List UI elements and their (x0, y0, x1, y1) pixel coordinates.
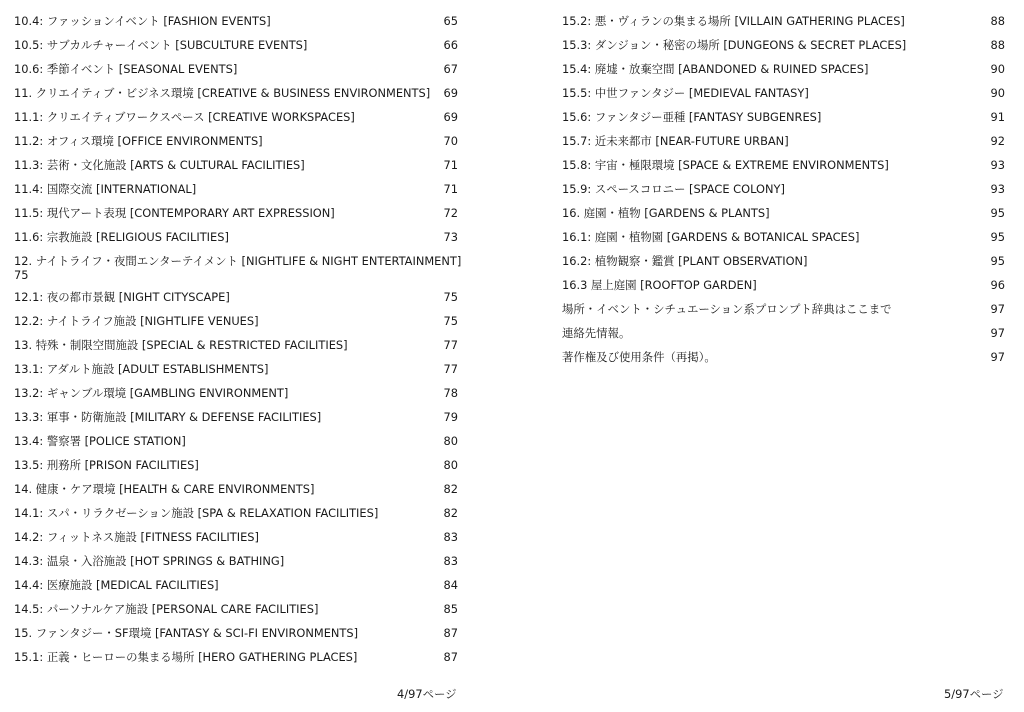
toc-entry-page: 70 (443, 134, 458, 148)
toc-entry-title: 14.1: スパ・リラクゼーション施設 [SPA & RELAXATION FACILITIES] (14, 506, 379, 520)
toc-entry-title: 11.1: クリエイティブワークスペース [CREATIVE WORKSPACES] (14, 110, 355, 124)
page-number-right: 5/97ページ (944, 687, 1004, 701)
toc-entry-page: 78 (443, 386, 458, 400)
toc-entry[interactable] (562, 9, 1005, 33)
toc-entry[interactable] (14, 9, 458, 33)
toc-entry-page: 83 (443, 530, 458, 544)
toc-entry-title: 16. 庭園・植物 [GARDENS & PLANTS] (562, 206, 770, 220)
toc-entry[interactable] (562, 57, 1005, 81)
toc-entry-page: 66 (443, 38, 458, 52)
toc-entry[interactable] (14, 573, 458, 597)
toc-entry[interactable] (14, 381, 458, 405)
toc-entry[interactable] (562, 273, 1005, 297)
toc-entry[interactable] (14, 405, 458, 429)
toc-entry[interactable] (14, 225, 458, 249)
toc-entry-page: 96 (990, 278, 1005, 292)
toc-entry-page: 85 (443, 602, 458, 616)
toc-entry-page: 71 (443, 182, 458, 196)
toc-entry-title: 11.4: 国際交流 [INTERNATIONAL] (14, 182, 197, 196)
toc-entry-title: 15.2: 悪・ヴィランの集まる場所 [VILLAIN GATHERING PLACES] (562, 14, 905, 28)
toc-entry-page: 95 (990, 206, 1005, 220)
toc-entry[interactable] (14, 645, 458, 669)
toc-entry-title: 11.5: 現代アート表現 [CONTEMPORARY ART EXPRESSION] (14, 206, 335, 220)
toc-entry-page: 72 (443, 206, 458, 220)
toc-entry[interactable] (562, 321, 1005, 345)
toc-entry[interactable] (14, 105, 458, 129)
toc-entry-title: 14.4: 医療施設 [MEDICAL FACILITIES] (14, 578, 219, 592)
toc-entry-title: 13.3: 軍事・防衛施設 [MILITARY & DEFENSE FACILITIES] (14, 410, 322, 424)
toc-entry-page: 87 (443, 626, 458, 640)
toc-entry[interactable] (562, 105, 1005, 129)
toc-entry[interactable] (562, 177, 1005, 201)
toc-entry-title: 13. 特殊・制限空間施設 [SPECIAL & RESTRICTED FACILITIES] (14, 338, 348, 352)
toc-entry[interactable] (14, 309, 458, 333)
toc-entry-title: 14.2: フィットネス施設 [FITNESS FACILITIES] (14, 530, 259, 544)
toc-entry-title: 連絡先情報。 (562, 326, 631, 340)
toc-entry-title: 15.1: 正義・ヒーローの集まる場所 [HERO GATHERING PLACES] (14, 650, 358, 664)
toc-entry-title: 場所・イベント・シチュエーション系プロンプト辞典はここまで (562, 302, 892, 316)
toc-entry-title: 12.1: 夜の都市景観 [NIGHT CITYSCAPE] (14, 290, 230, 304)
toc-entry-page: 67 (443, 62, 458, 76)
toc-entry-page: 93 (990, 182, 1005, 196)
toc-entry-page: 79 (443, 410, 458, 424)
toc-entry-page: 75 (443, 290, 458, 304)
toc-entry-page: 90 (990, 62, 1005, 76)
toc-entry-title: 14.3: 温泉・入浴施設 [HOT SPRINGS & BATHING] (14, 554, 285, 568)
toc-entry-title: 14.5: パーソナルケア施設 [PERSONAL CARE FACILITIES] (14, 602, 319, 616)
toc-entry[interactable] (562, 81, 1005, 105)
toc-entry-title: 15.6: ファンタジー亜種 [FANTASY SUBGENRES] (562, 110, 822, 124)
toc-entry[interactable] (562, 129, 1005, 153)
toc-entry[interactable] (14, 501, 458, 525)
toc-entry-title: 13.2: ギャンブル環境 [GAMBLING ENVIRONMENT] (14, 386, 289, 400)
toc-entry-title: 著作権及び使用条件（再掲）。 (562, 350, 716, 364)
toc-entry-title: 15. ファンタジー・SF環境 [FANTASY & SCI-FI ENVIRONMENTS] (14, 626, 359, 640)
toc-entry[interactable] (14, 129, 458, 153)
toc-entry-title: 15.7: 近未来都市 [NEAR-FUTURE URBAN] (562, 134, 789, 148)
toc-entry-page: 73 (443, 230, 458, 244)
toc-entry[interactable] (14, 201, 458, 225)
toc-entry-title: 16.2: 植物観察・鑑賞 [PLANT OBSERVATION] (562, 254, 808, 268)
toc-entry-page: 75 (443, 314, 458, 328)
toc-entry[interactable] (562, 201, 1005, 225)
toc-entry[interactable] (562, 249, 1005, 273)
toc-entry-title: 16.1: 庭園・植物園 [GARDENS & BOTANICAL SPACES] (562, 230, 860, 244)
toc-entry[interactable] (14, 429, 458, 453)
toc-entry[interactable] (14, 453, 458, 477)
toc-entry[interactable] (14, 33, 458, 57)
toc-entry-title: 11.3: 芸術・文化施設 [ARTS & CULTURAL FACILITIES] (14, 158, 305, 172)
toc-entry[interactable] (14, 153, 458, 177)
toc-entry-title: 13.1: アダルト施設 [ADULT ESTABLISHMENTS] (14, 362, 269, 376)
page-number-left: 4/97ページ (397, 687, 457, 701)
toc-entry-title: 16.3 屋上庭園 [ROOFTOP GARDEN] (562, 278, 757, 292)
toc-entry[interactable] (14, 621, 458, 645)
toc-entry-title: 12. ナイトライフ・夜間エンターテイメント [NIGHTLIFE & NIGHT ENTERTAINMENT] (14, 254, 462, 268)
toc-entry-title: 14. 健康・ケア環境 [HEALTH & CARE ENVIRONMENTS] (14, 482, 315, 496)
toc-entry[interactable] (14, 477, 458, 501)
toc-entry-page: 88 (990, 38, 1005, 52)
toc-entry[interactable] (14, 81, 458, 105)
toc-entry-page: 90 (990, 86, 1005, 100)
toc-entry-title: 15.3: ダンジョン・秘密の場所 [DUNGEONS & SECRET PLACES] (562, 38, 907, 52)
toc-entry[interactable] (562, 33, 1005, 57)
toc-entry-page: 91 (990, 110, 1005, 124)
toc-entry[interactable] (14, 333, 458, 357)
toc-entry-page: 97 (990, 350, 1005, 364)
toc-entry-title: 11. クリエイティブ・ビジネス環境 [CREATIVE & BUSINESS ENVIRONMENTS] (14, 86, 431, 100)
toc-entry[interactable] (14, 285, 458, 309)
toc-entry-title: 15.5: 中世ファンタジー [MEDIEVAL FANTASY] (562, 86, 809, 100)
toc-entry-page: 69 (443, 110, 458, 124)
toc-entry-page: 80 (443, 458, 458, 472)
toc-entry[interactable] (562, 297, 1005, 321)
toc-entry-page: 77 (443, 338, 458, 352)
toc-entry[interactable] (14, 57, 458, 81)
toc-entry[interactable] (14, 525, 458, 549)
toc-entry-page: 95 (990, 254, 1005, 268)
toc-entry-page: 75 (14, 268, 29, 282)
toc-entry-page: 82 (443, 482, 458, 496)
toc-entry-page: 95 (990, 230, 1005, 244)
toc-entry[interactable] (14, 177, 458, 201)
toc-entry[interactable] (14, 357, 458, 381)
toc-entry[interactable] (562, 153, 1005, 177)
toc-entry-title: 11.6: 宗教施設 [RELIGIOUS FACILITIES] (14, 230, 229, 244)
toc-entry-page: 84 (443, 578, 458, 592)
toc-entry[interactable] (14, 249, 462, 285)
toc-entry-page: 97 (990, 326, 1005, 340)
toc-entry[interactable] (14, 549, 458, 573)
toc-entry-page: 80 (443, 434, 458, 448)
toc-entry-title: 13.5: 刑務所 [PRISON FACILITIES] (14, 458, 199, 472)
toc-entry-page: 93 (990, 158, 1005, 172)
toc-entry-page: 97 (990, 302, 1005, 316)
toc-entry-title: 13.4: 警察署 [POLICE STATION] (14, 434, 186, 448)
toc-entry-title: 11.2: オフィス環境 [OFFICE ENVIRONMENTS] (14, 134, 263, 148)
toc-entry-page: 83 (443, 554, 458, 568)
toc-entry-page: 82 (443, 506, 458, 520)
toc-right-page (562, 9, 1005, 369)
toc-entry-title: 10.5: サブカルチャーイベント [SUBCULTURE EVENTS] (14, 38, 308, 52)
toc-entry-title: 15.8: 宇宙・極限環境 [SPACE & EXTREME ENVIRONMENTS] (562, 158, 889, 172)
toc-entry-page: 88 (990, 14, 1005, 28)
toc-left-page (14, 9, 462, 669)
toc-entry-page: 65 (443, 14, 458, 28)
toc-entry[interactable] (14, 597, 458, 621)
toc-entry-title: 15.9: スペースコロニー [SPACE COLONY] (562, 182, 785, 196)
toc-entry[interactable] (562, 345, 1005, 369)
toc-entry-title: 12.2: ナイトライフ施設 [NIGHTLIFE VENUES] (14, 314, 259, 328)
toc-entry-page: 87 (443, 650, 458, 664)
toc-entry-page: 77 (443, 362, 458, 376)
toc-entry-title: 10.4: ファッションイベント [FASHION EVENTS] (14, 14, 271, 28)
toc-entry-page: 92 (990, 134, 1005, 148)
toc-entry-title: 10.6: 季節イベント [SEASONAL EVENTS] (14, 62, 238, 76)
toc-entry-page: 69 (443, 86, 458, 100)
toc-entry-page: 71 (443, 158, 458, 172)
toc-entry-title: 15.4: 廃墟・放棄空間 [ABANDONED & RUINED SPACES] (562, 62, 869, 76)
toc-entry[interactable] (562, 225, 1005, 249)
